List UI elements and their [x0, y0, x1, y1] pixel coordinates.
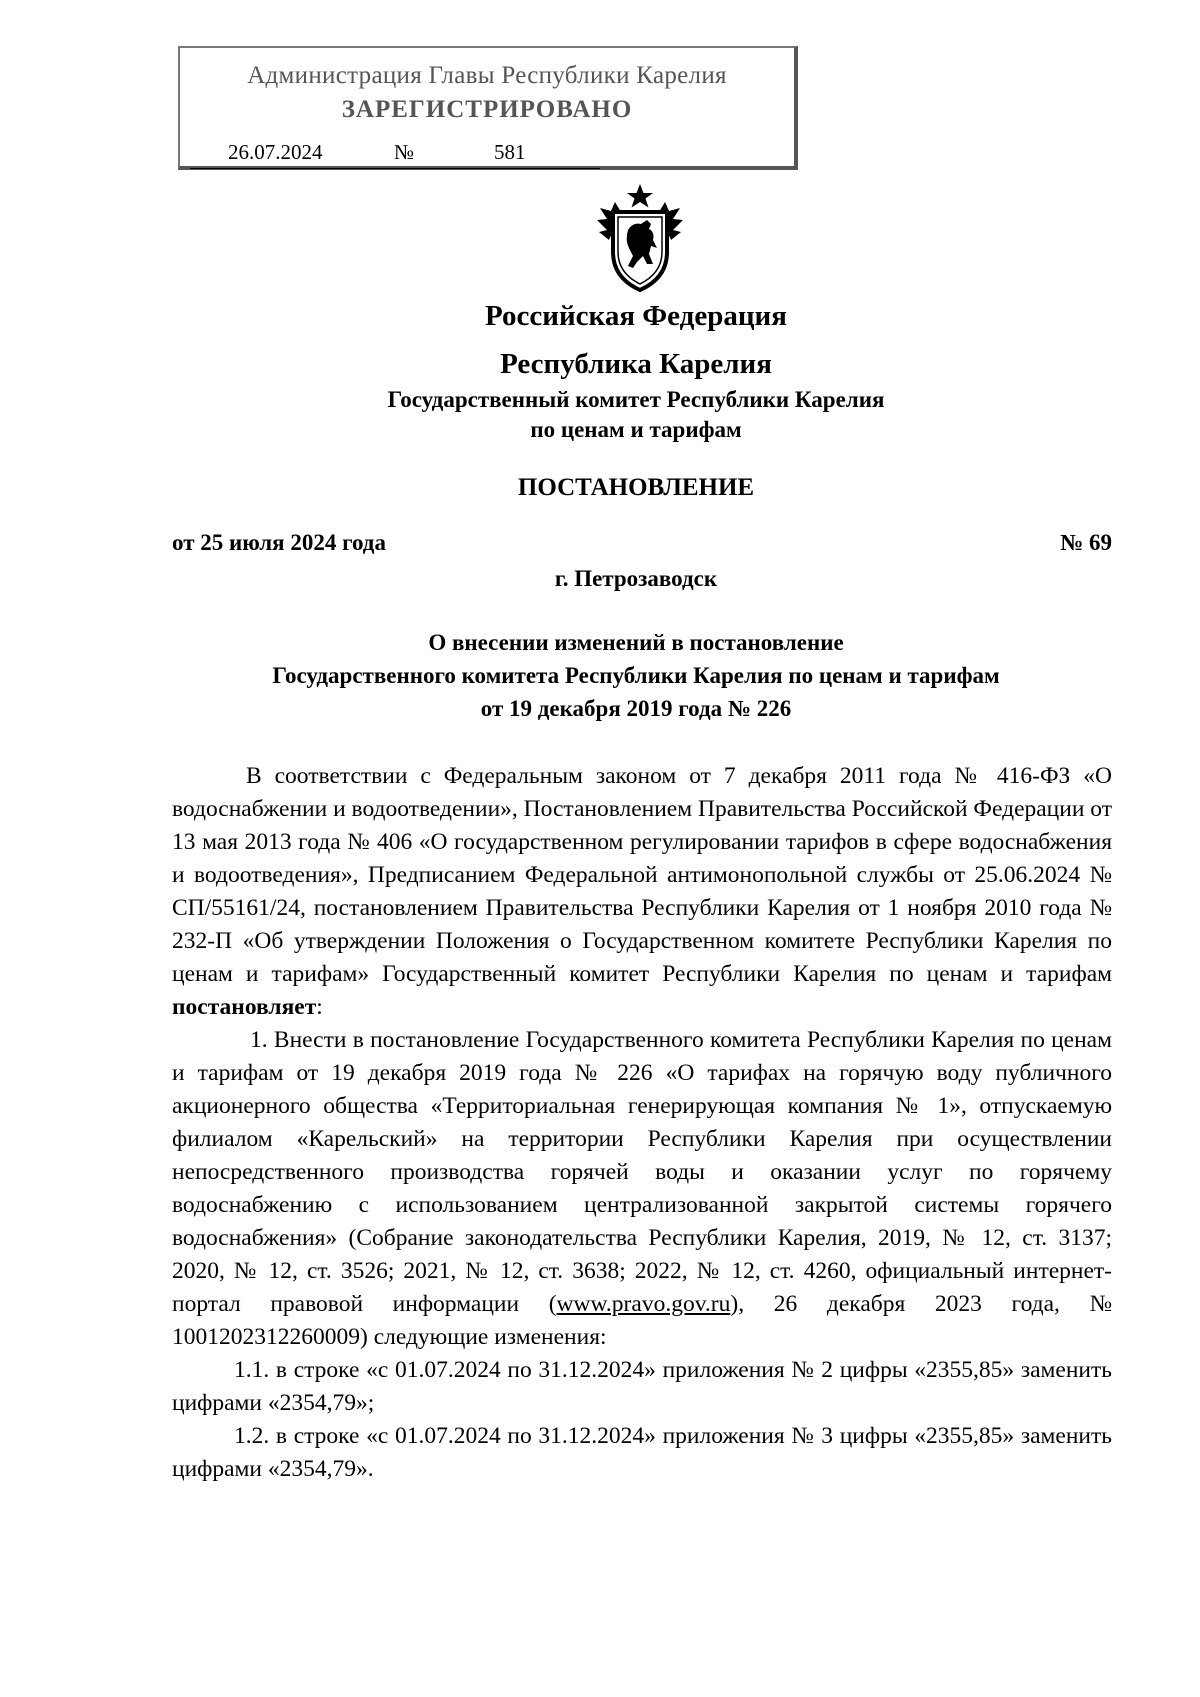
preamble-paragraph: [172, 760, 1112, 1024]
item-1-1-paragraph: 1.1. в строке «с 01.07.2024 по 31.12.2024» приложения № 2 цифры «2355,85» заменить цифрами «2354,79»;: [172, 1357, 1112, 1416]
stamp-date: 26.07.2024: [228, 140, 323, 164]
date-number-line: [172, 530, 1112, 556]
item-1-text-end: ), 26 декабря 2023 года, № 1001202312260009) следующие изменения:: [172, 1291, 1113, 1350]
stamp-number: 581: [494, 140, 526, 164]
stamp-authority: Администрация Главы Республики Карелия: [247, 62, 727, 89]
document-city: г. Петрозаводск: [554, 566, 718, 591]
document-body: [172, 760, 1112, 1486]
item-1-2-paragraph: 1.2. в строке «с 01.07.2024 по 31.12.2024» приложения № 3 цифры «2355,85» заменить цифрами «2354,79».: [172, 1423, 1112, 1482]
document-number: № 69: [1060, 530, 1112, 555]
stamp-status: ЗАРЕГИСТРИРОВАНО: [341, 96, 633, 123]
coat-of-arms-icon: [595, 182, 685, 294]
item-1-paragraph: [172, 1024, 1112, 1354]
committee-heading-line2: по ценам и тарифам: [530, 417, 742, 442]
committee-heading-line1: Государственный комитет Республики Карелия: [387, 387, 885, 412]
document-date: от 25 июля 2024 года: [172, 530, 386, 555]
document-type: ПОСТАНОВЛЕНИЕ: [517, 474, 755, 501]
republic-heading: Республика Карелия: [500, 348, 772, 380]
stamp-number-label: №: [394, 140, 415, 164]
preamble-text: В соответствии с Федеральным законом от 7 декабря 2011 года № 416-ФЗ «О водоснабжении и водоотведении», Постановлением Правительства Российской Федерации от 13 мая 2013 года № 406 «О государственном регулировании тарифов в сфере водоснабжения и водоотведения», Предписанием Федеральной антимонопольной службы от 25.06.2024 № СП/55161/24, постановлением Правительства Республики Карелия от 1 ноября 2010 года № 232-П «Об утверждении Положения о Государственном комитете Республики Карелия по ценам и тарифам» Государственный комитет Республики Карелия по ценам и тарифам: [172, 763, 1112, 987]
document-title-line3: от 19 декабря 2019 года № 226: [480, 696, 792, 721]
stamp-registration-row: [190, 140, 600, 169]
country-heading: Российская Федерация: [485, 300, 787, 332]
resolves-colon: :: [316, 994, 323, 1020]
resolves-word: постановляет: [172, 994, 317, 1020]
registration-stamp: [178, 46, 798, 170]
pravo-gov-link[interactable]: www.pravo.gov.ru: [556, 1291, 731, 1317]
document-title-line1: О внесении изменений в постановление: [428, 630, 844, 655]
item-1-text: 1. Внести в постановление Государственного комитета Республики Карелия по ценам и тарифам от 19 декабря 2019 года № 226 «О тарифах на горячую воду публичного акционерного общества «Территориальная генерирующая компания № 1», отпускаемую филиалом «Карельский» на территории Республики Карелия при осуществлении непосредственного производства горячей воды и оказании услуг по горячему водоснабжению с использованием централизованной закрытой системы горячего водоснабжения» (Собрание законодательства Республики Карелия, 2019, № 12, ст. 3137; 2020, № 12, ст. 3526; 2021, № 12, ст. 3638; 2022, № 12, ст. 4260, официальный интернет-портал правовой информации (: [172, 1027, 1112, 1317]
document-title-line2: Государственного комитета Республики Карелия по ценам и тарифам: [272, 663, 1000, 688]
